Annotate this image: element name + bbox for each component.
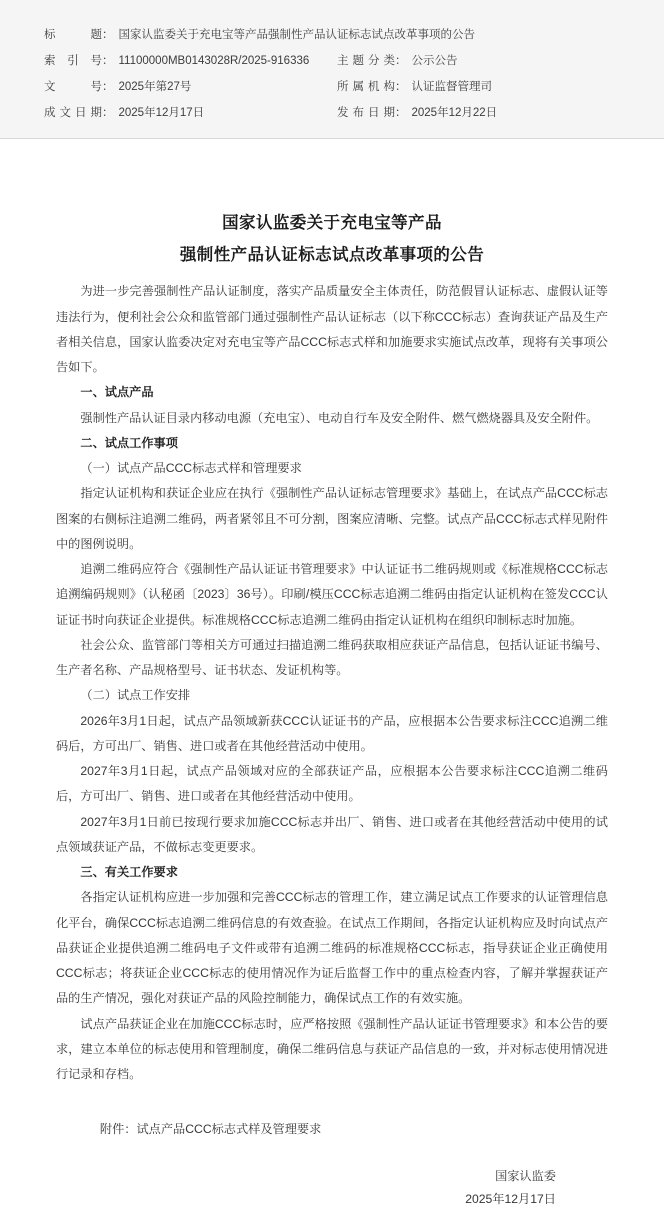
metadata-colon: ： <box>395 107 407 119</box>
metadata-value-issuing-department: 认证监督管理司 <box>411 81 492 93</box>
metadata-row-index-number <box>44 52 337 78</box>
metadata-label-document-number: 文号 <box>44 81 102 93</box>
body-paragraph: 2027年3月1日前已按现行要求加施CCC标志并出厂、销售、进口或者在其他经营活动中使用的试点领域获证产品，不做标志变更要求。 <box>56 814 608 854</box>
section-heading: 二、试点工作事项 <box>80 435 178 450</box>
metadata-row-written-date <box>44 104 337 130</box>
metadata-colon: ： <box>102 55 114 67</box>
body-paragraph: 强制性产品认证目录内移动电源（充电宝）、电动自行车及安全附件、燃气燃烧器具及安全附件。 <box>80 410 599 425</box>
body-paragraph: 2027年3月1日起，试点产品领域对应的全部获证产品，应根据本公告要求标注CCC追溯二维码后，方可出厂、销售、进口或者在其他经营活动中使用。 <box>56 764 608 804</box>
body-paragraph: 指定认证机构和获证企业应在执行《强制性产品认证标志管理要求》基础上，在试点产品CCC标志图案的右侧标注追溯二维码，两者紧邻且不可分割，图案应清晰、完整。试点产品CCC标志式样见附件中的图例说明。 <box>56 486 608 551</box>
metadata-label-issuing-department: 所属机构 <box>337 81 395 93</box>
subsection-heading: （二）试点工作安排 <box>80 688 191 703</box>
document-metadata-header <box>0 0 664 139</box>
document-title <box>56 139 608 279</box>
metadata-label-written-date: 成文日期 <box>44 107 102 119</box>
metadata-row-title <box>44 26 630 52</box>
metadata-value-subject-category: 公示公告 <box>411 55 458 67</box>
metadata-value-index-number: 11100000MB0143028R/2025-916336 <box>118 55 310 67</box>
metadata-colon: ： <box>395 55 407 67</box>
body-paragraph: 2026年3月1日起，试点产品领域新获CCC认证证书的产品，应根据本公告要求标注CCC追溯二维码后，方可出厂、销售、进口或者在其他经营活动中使用。 <box>56 713 608 753</box>
metadata-grid <box>44 26 630 130</box>
body-paragraph: 试点产品获证企业在加施CCC标志时，应严格按照《强制性产品认证证书管理要求》和本公告的要求，建立本单位的标志使用和管理制度，确保二维码信息与获证产品信息的一致，并对标志使用情况进行记录和存档。 <box>56 1016 608 1082</box>
body-paragraph: 社会公众、监管部门等相关方可通过扫描追溯二维码获取相应获证产品信息，包括认证证书编号、生产者名称、产品规格型号、证书状态、发证机构等。 <box>56 637 608 678</box>
document-title-line-1: 国家认监委关于充电宝等产品 <box>222 214 442 232</box>
section-heading: 三、有关工作要求 <box>80 865 178 880</box>
metadata-row-issuing-department <box>337 78 630 104</box>
document-body <box>0 139 664 1212</box>
signature-block <box>56 1165 608 1212</box>
attachment-line: 附件：试点产品CCC标志式样及管理要求 <box>99 1122 322 1137</box>
metadata-value-written-date: 2025年12月17日 <box>118 107 205 119</box>
metadata-colon: ： <box>395 81 407 93</box>
metadata-value-document-number: 2025年第27号 <box>118 81 192 93</box>
metadata-row-subject-category <box>337 52 630 78</box>
body-paragraph: 各指定认证机构应进一步加强和完善CCC标志的管理工作，建立满足试点工作要求的认证管理信息化平台，确保CCC标志追溯二维码信息的有效查验。在试点工作期间，各指定认证机构应及时向试点产品获证企业提供追溯二维码电子文件或带有追溯二维码的标准规格CCC标志，指导获证企业正确使用CCC标志；将获证企业CCC标志的使用情况作为证后监督工作中的重点检查内容，了解并掌握获证产品的生产情况，强化对获证产品的风险控制能力，确保试点工作的有效实施。 <box>56 890 608 1006</box>
signature-date: 2025年12月17日 <box>465 1192 556 1207</box>
document-title-line-2: 强制性产品认证标志试点改革事项的公告 <box>179 246 485 265</box>
metadata-value-publish-date: 2025年12月22日 <box>411 107 498 119</box>
body-paragraph: 追溯二维码应符合《强制性产品认证证书管理要求》中认证证书二维码规则或《标准规格CCC标志追溯编码规则》（认秘函〔2023〕36号）。印刷/模压CCC标志追溯二维码由指定认证机构在签发CCC认证证书时向获证企业提供。标准规格CCC标志追溯二维码由指定认证机构在组织印制标志时加施。 <box>56 562 608 627</box>
metadata-colon: ： <box>102 81 114 93</box>
metadata-label-title: 标题 <box>44 29 102 41</box>
metadata-value-title: 国家认监委关于充电宝等产品强制性产品认证标志试点改革事项的公告 <box>118 29 475 41</box>
section-heading: 一、试点产品 <box>80 385 154 400</box>
metadata-colon: ： <box>102 107 114 119</box>
metadata-label-publish-date: 发布日期 <box>337 107 395 119</box>
metadata-label-index-number: 索引号 <box>44 55 102 67</box>
document-paragraphs <box>56 279 608 1087</box>
body-paragraph: 为进一步完善强制性产品认证制度，落实产品质量安全主体责任，防范假冒认证标志、虚假认证等违法行为，便利社会公众和监管部门通过强制性产品认证标志（以下称CCC标志）查询获证产品及生产者相关信息，国家认监委决定对充电宝等产品CCC标志式样和加施要求实施试点改革，现将有关事项公告如下。 <box>56 284 608 375</box>
metadata-row-document-number <box>44 78 337 104</box>
signature-organization: 国家认监委 <box>495 1168 556 1183</box>
metadata-colon: ： <box>102 29 114 41</box>
metadata-label-subject-category: 主题分类 <box>337 55 395 67</box>
subsection-heading: （一）试点产品CCC标志式样和管理要求 <box>80 461 302 476</box>
metadata-row-publish-date <box>337 104 630 130</box>
